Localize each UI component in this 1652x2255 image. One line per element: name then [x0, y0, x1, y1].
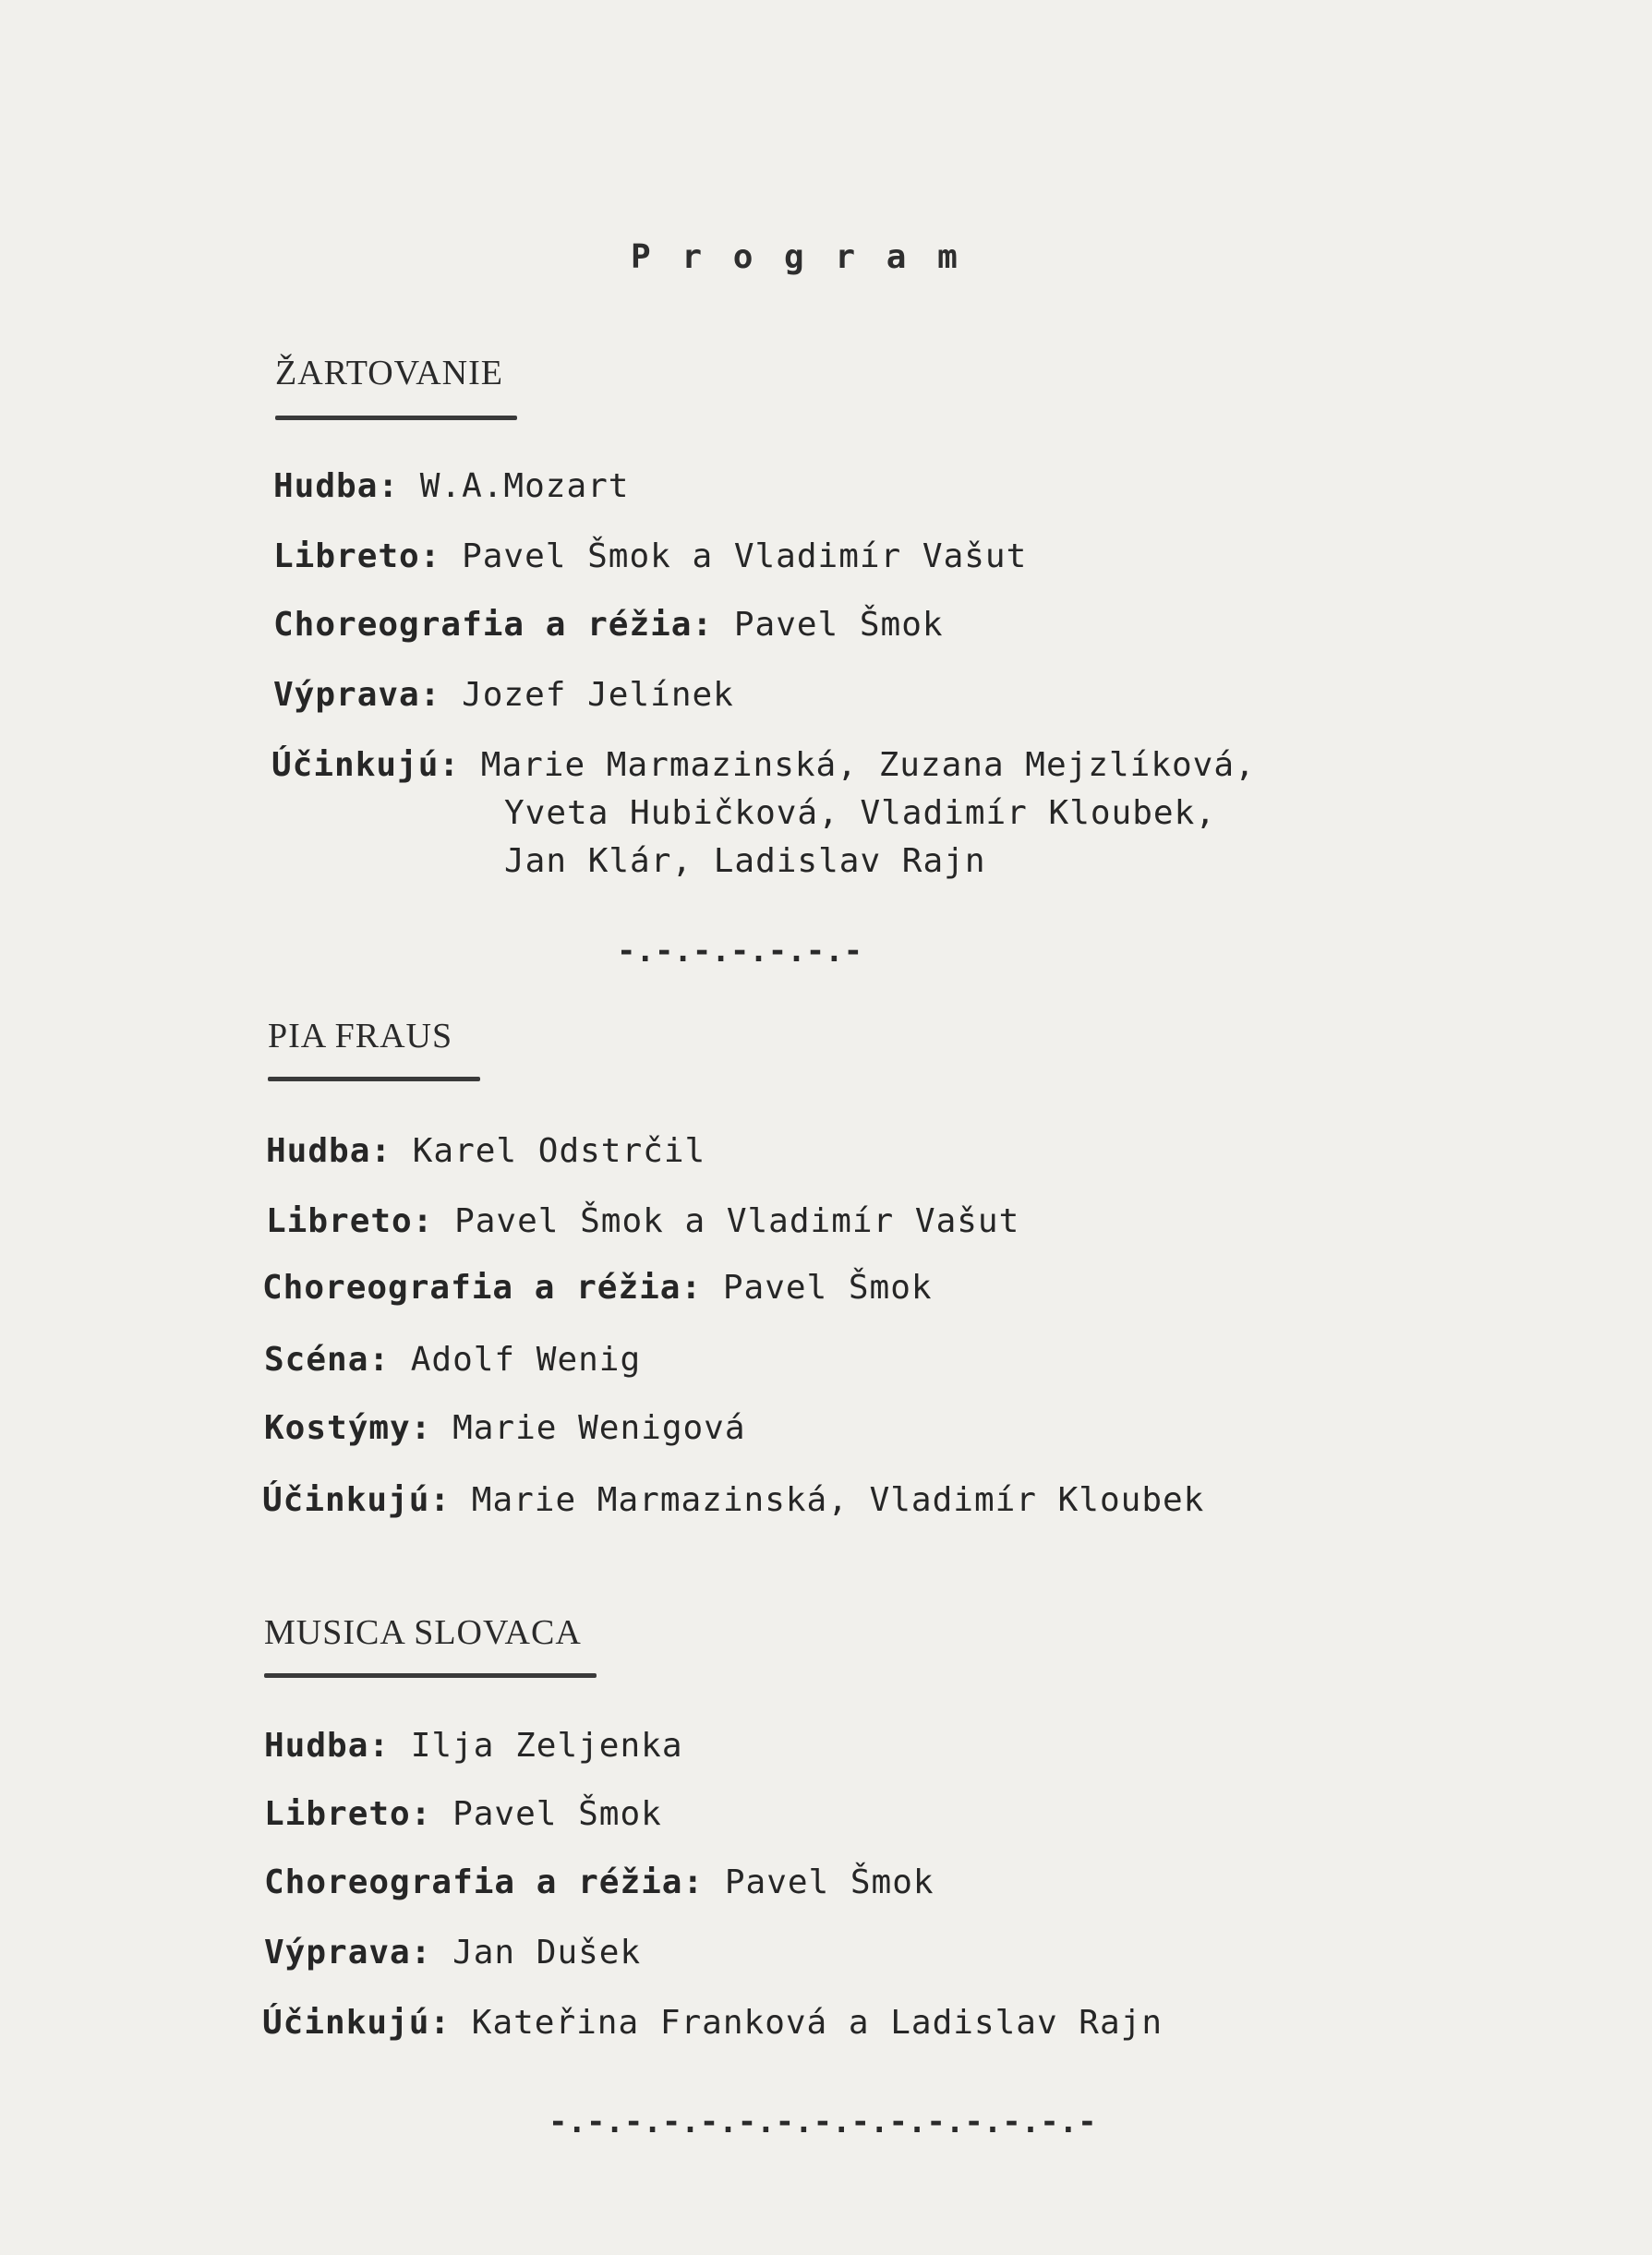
credit-row [273, 606, 944, 644]
credit-value: Ilja Zeljenka [410, 1727, 683, 1765]
credit-label: Výprava: [273, 676, 441, 714]
credit-value: Pavel Šmok a Vladimír Vašut [462, 537, 1028, 575]
credit-row [262, 1269, 933, 1307]
credit-row [264, 1341, 641, 1379]
credit-row [262, 2004, 1163, 2042]
credit-value: Karel Odstrčil [412, 1132, 706, 1170]
credit-row [264, 1795, 662, 1833]
credit-row [264, 1727, 683, 1765]
credit-value: Adolf Wenig [410, 1341, 642, 1379]
credit-value: Pavel Šmok a Vladimír Vašut [454, 1202, 1020, 1240]
credit-label: Kostýmy: [264, 1409, 432, 1447]
credit-label: Výprava: [264, 1934, 432, 1972]
credit-label: Choreografia a réžia: [262, 1269, 703, 1307]
credit-value: Jan Dušek [452, 1934, 642, 1972]
credit-row [264, 1934, 641, 1972]
credit-value: Pavel Šmok [724, 1863, 935, 1901]
credit-row [266, 1202, 1019, 1240]
credit-row [262, 1481, 1204, 1519]
separator: -.-.-.-.-.-.- [617, 933, 863, 970]
credit-value: Pavel Šmok [722, 1269, 933, 1307]
credit-row [264, 1863, 935, 1901]
credit-row [266, 1132, 705, 1170]
credit-label: Scéna: [264, 1341, 391, 1379]
credit-value: Pavel Šmok [733, 606, 944, 644]
credit-value: Jozef Jelínek [462, 676, 734, 714]
section-title-musica-slovaca: MUSICA SLOVACA [264, 1613, 582, 1652]
credit-label: Choreografia a réžia: [273, 606, 714, 644]
credit-continuation: Yveta Hubičková, Vladimír Kloubek, [504, 794, 1216, 832]
separator: -.-.-.-.-.-.-.-.-.-.-.-.-.-.- [549, 2104, 1097, 2140]
section-underline [264, 1673, 597, 1678]
credit-label: Libreto: [264, 1795, 432, 1833]
credit-label: Hudba: [264, 1727, 391, 1765]
credit-label: Účinkujú: [262, 1481, 452, 1519]
credit-value: W.A.Mozart [419, 467, 630, 505]
credit-value: Kateřina Franková a Ladislav Rajn [471, 2004, 1164, 2042]
credit-value: Marie Wenigová [452, 1409, 746, 1447]
section-title-zartovanie: ŽARTOVANIE [275, 354, 503, 392]
credit-label: Účinkujú: [271, 746, 461, 784]
section-title-pia-fraus: PIA FRAUS [268, 1017, 453, 1055]
credit-value: Marie Marmazinská, Zuzana Mejzlíková, [480, 746, 1256, 784]
credit-row [273, 676, 734, 714]
section-underline [275, 416, 517, 420]
credit-label: Libreto: [266, 1202, 434, 1240]
credit-label: Hudba: [266, 1132, 392, 1170]
credit-label: Libreto: [273, 537, 441, 575]
credit-label: Účinkujú: [262, 2004, 452, 2042]
credit-value: Marie Marmazinská, Vladimír Kloubek [471, 1481, 1205, 1519]
credit-row [273, 467, 629, 505]
credit-continuation: Jan Klár, Ladislav Rajn [504, 842, 986, 880]
credit-row [273, 537, 1027, 575]
credit-label: Hudba: [273, 467, 400, 505]
program-title: P r o g r a m [631, 238, 963, 276]
credit-label: Choreografia a réžia: [264, 1863, 705, 1901]
section-underline [268, 1077, 480, 1081]
credit-row [271, 746, 1256, 784]
credit-value: Pavel Šmok [452, 1795, 662, 1833]
credit-row [264, 1409, 746, 1447]
